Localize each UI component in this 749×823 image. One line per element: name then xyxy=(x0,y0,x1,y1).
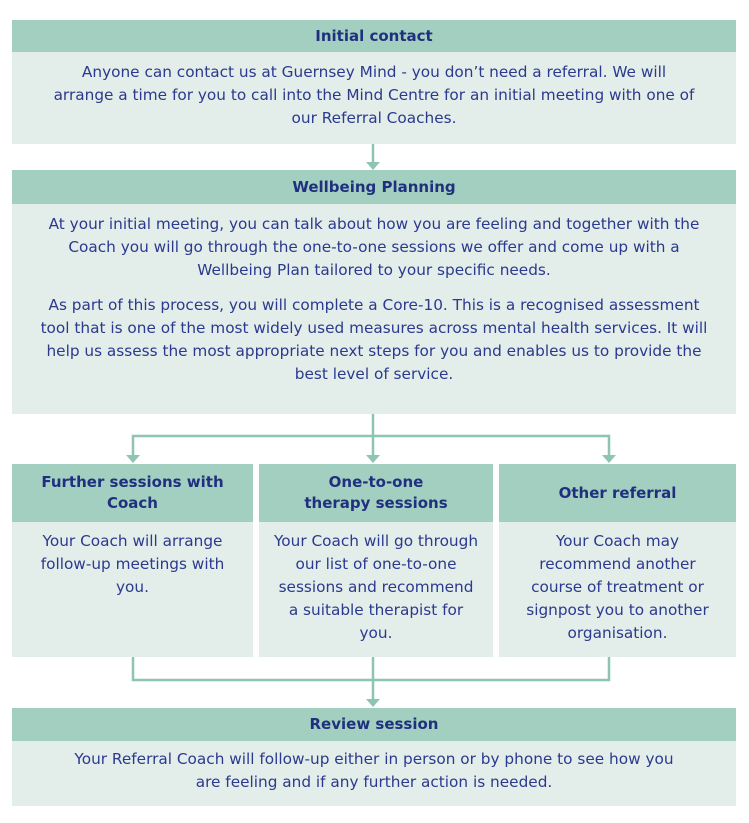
arrowhead-initial-to-wellbeing xyxy=(366,162,380,170)
option-further-sessions-title: Further sessions with Coach xyxy=(12,464,253,522)
initial-contact-box xyxy=(12,20,736,144)
initial-contact-text xyxy=(12,52,736,130)
option-one-to-one-text: Your Coach will go through our list of one-to-one sessions and recommend a suitable therapist for you. xyxy=(273,532,479,642)
option-further-sessions-text: Your Coach will arrange follow-up meetings with you. xyxy=(40,532,225,596)
review-session-title: Review session xyxy=(12,708,736,741)
initial-contact-paragraph: Anyone can contact us at Guernsey Mind - you don’t need a referral. We will arrange a time for you to call into the Mind Centre for an initial meeting with one of our Referral Coaches. xyxy=(53,63,695,127)
option-further-sessions-box xyxy=(12,464,253,657)
review-session-text xyxy=(12,741,736,794)
connector-merge-horizontal xyxy=(133,657,609,680)
review-session-box xyxy=(12,708,736,806)
option-other-referral-box xyxy=(499,464,736,657)
wellbeing-paragraph-1: At your initial meeting, you can talk about how you are feeling and together with the Coach you will go through the one-to-one sessions we offer and come up with a Wellbeing Plan tailored to your specific needs. xyxy=(48,215,700,279)
arrowhead-branch-right xyxy=(602,455,616,463)
review-session-paragraph: Your Referral Coach will follow-up either in person or by phone to see how you are feeling and if any further action is needed. xyxy=(74,750,674,791)
arrowhead-branch-middle xyxy=(366,455,380,463)
arrowhead-branch-left xyxy=(126,455,140,463)
arrowhead-review xyxy=(366,699,380,707)
option-other-referral-title: Other referral xyxy=(499,464,736,522)
connector-branch-horizontal xyxy=(133,436,609,458)
option-one-to-one-box xyxy=(259,464,493,657)
initial-contact-title: Initial contact xyxy=(12,20,736,52)
wellbeing-paragraph-2: As part of this process, you will complete a Core-10. This is a recognised assessment tool that is one of the most widely used measures across mental health services. It will help us assess the most appropriate next steps for you and enables us to provide the best level of service. xyxy=(40,296,708,383)
wellbeing-planning-text xyxy=(12,204,736,386)
option-other-referral-text: Your Coach may recommend another course of treatment or signpost you to another organisation. xyxy=(526,532,709,642)
wellbeing-planning-title: Wellbeing Planning xyxy=(12,170,736,204)
option-one-to-one-title: One-to-one therapy sessions xyxy=(259,464,493,522)
wellbeing-planning-box xyxy=(12,170,736,414)
